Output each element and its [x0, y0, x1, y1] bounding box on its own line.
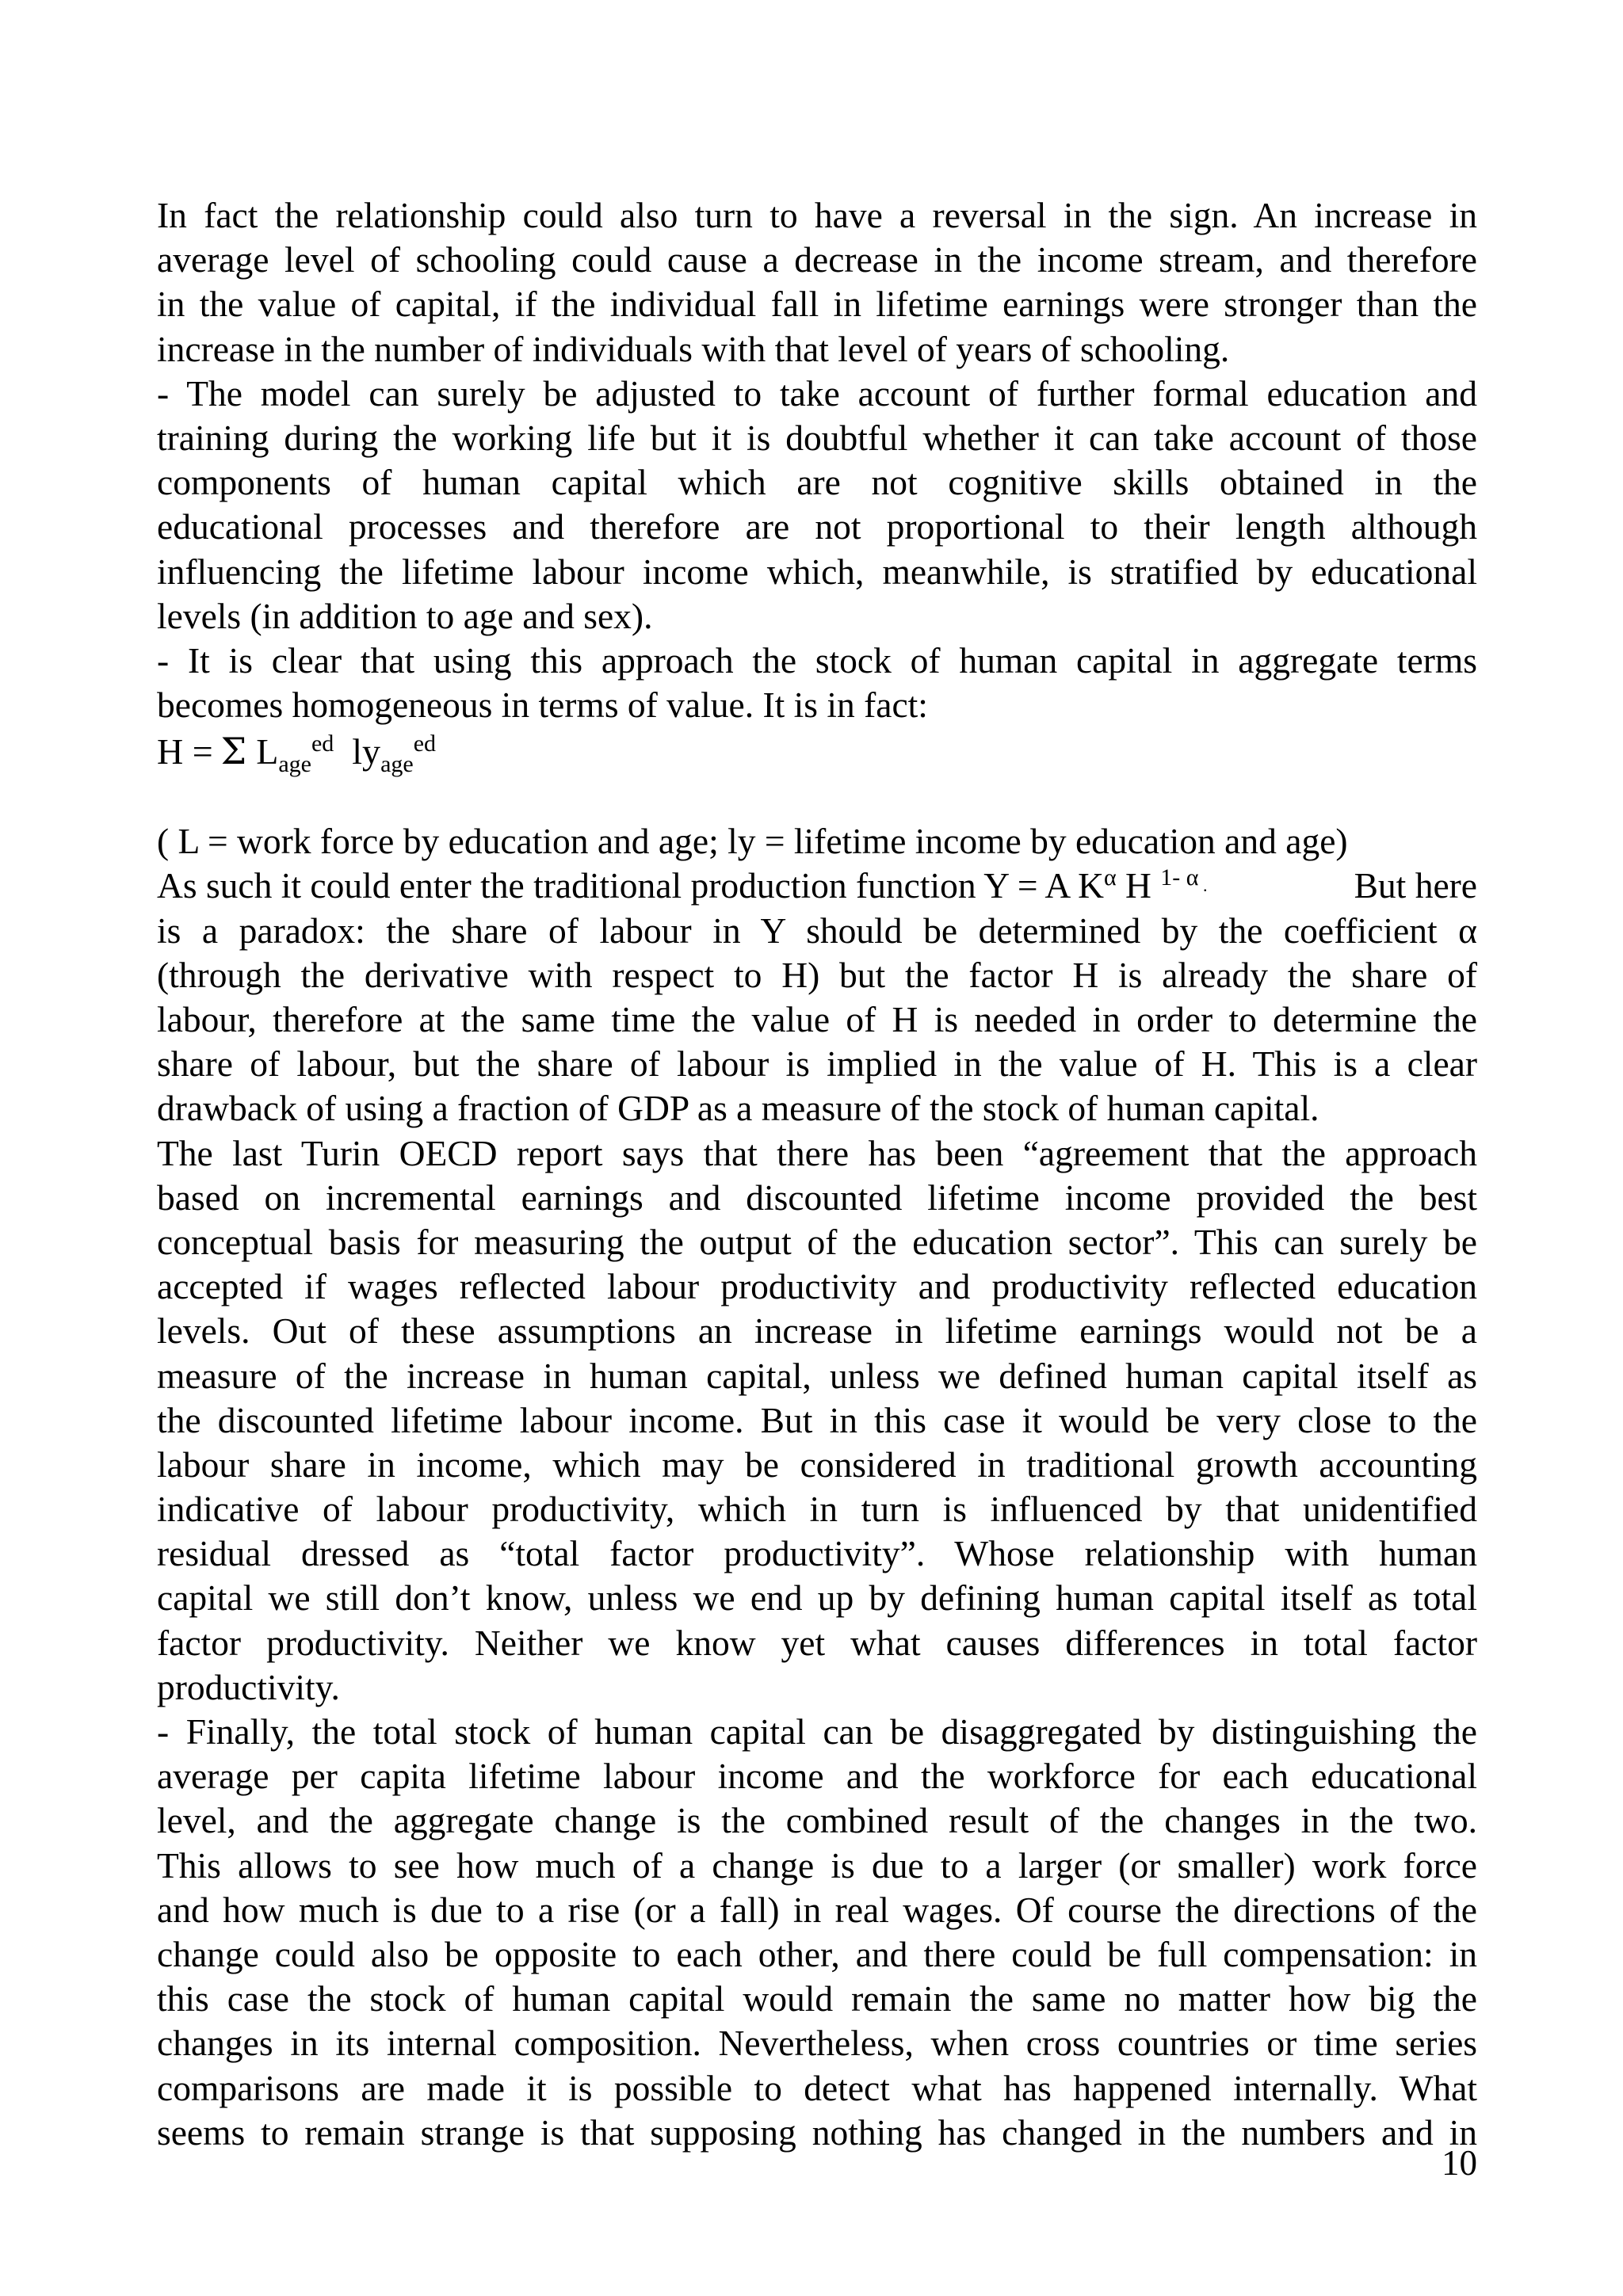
text-line: labour share in income, which may be considered in traditional growth accounting — [157, 1444, 1477, 1485]
text-line: average per capita lifetime labour income and the workforce for each educational — [157, 1756, 1477, 1797]
formula-sup-ed: ed — [311, 730, 334, 757]
text-line: levels (in addition to age and sex). — [157, 595, 653, 636]
text-line: conceptual basis for measuring the output of the education sector”. This can surely be — [157, 1221, 1477, 1262]
bullet-disaggregation — [157, 1710, 1477, 2155]
text-line: level, and the aggregate change is the combined result of the changes in the two. — [157, 1800, 1477, 1841]
paragraph-oecd-report — [157, 1131, 1477, 1710]
text-line: changes in its internal composition. Nevertheless, when cross countries or time series — [157, 2023, 1477, 2064]
page-number: 10 — [1442, 2143, 1477, 2183]
production-lead: As such it could enter the traditional production function Y = A K — [157, 865, 1104, 906]
text-line: share of labour, but the share of labour is implied in the value of H. This is a clear — [157, 1043, 1477, 1085]
text-line: In fact the relationship could also turn to have a reversal in the sign. An increase in — [157, 195, 1477, 235]
text-line: This allows to see how much of a change is due to a larger (or smaller) work force — [157, 1844, 1477, 1886]
text-line: the discounted lifetime labour income. But in this case it would be very close to the — [157, 1399, 1477, 1440]
text-line: - It is clear that using this approach the stock of human capital in aggregate terms — [157, 639, 1477, 681]
text-line: labour, therefore at the same time the value of H is needed in order to determine the — [157, 999, 1477, 1039]
bullet-further-education — [157, 372, 1477, 639]
production-h: H — [1116, 865, 1161, 906]
text-line: and how much is due to a rise (or a fall) in real wages. Of course the directions of the — [157, 1889, 1477, 1930]
text-line: becomes homogeneous in terms of value. It is in fact: — [157, 685, 928, 726]
text-line: increase in the number of individuals with that level of years of schooling. — [157, 328, 1230, 369]
text-line: - Finally, the total stock of human capital can be disaggregated by distinguishing the — [157, 1711, 1477, 1752]
text-line: - The model can surely be adjusted to take account of further formal education and — [157, 372, 1477, 414]
text-line: drawback of using a fraction of GDP as a measure of the stock of human capital. — [157, 1088, 1319, 1129]
text-line: educational processes and therefore are not proportional to their length although — [157, 506, 1477, 547]
k-exponent: α — [1103, 864, 1117, 891]
text-line — [157, 864, 1477, 908]
text-line: average level of schooling could cause a decrease in the income stream, and therefore — [157, 239, 1477, 280]
text-line: change could also be opposite to each other, and there could be full compensation: in — [157, 1933, 1477, 1974]
text-line: accepted if wages reflected labour productivity and productivity reflected education — [157, 1266, 1477, 1307]
production-dot: . — [1198, 875, 1208, 896]
formula-var-ly: ly — [352, 731, 381, 772]
text-line: comparisons are made it is possible to detect what has happened internally. What — [157, 2067, 1477, 2108]
text-line: residual dressed as “total factor productivity”. Whose relationship with human — [157, 1533, 1477, 1574]
text-line: indicative of labour productivity, which in turn is influenced by that unidentified — [157, 1489, 1477, 1530]
text-line: in the value of capital, if the individual fall in lifetime earnings were stronger than the — [157, 284, 1477, 325]
text-line: is a paradox: the share of labour in Y should be determined by the coefficient α — [157, 910, 1477, 951]
text-line: factor productivity. Neither we know yet what causes differences in total factor — [157, 1622, 1477, 1663]
text-line: this case the stock of human capital would remain the same no matter how big the — [157, 1978, 1477, 2019]
text-line: components of human capital which are not cognitive skills obtained in the — [157, 462, 1477, 503]
paragraph-reversal — [157, 193, 1477, 372]
spacer — [157, 788, 1477, 819]
text-line: seems to remain strange is that supposing nothing has changed in the numbers and in — [157, 2111, 1477, 2153]
document-body — [157, 193, 1477, 2155]
bullet-homogeneous-stock — [157, 639, 1477, 727]
sigma-symbol: Σ — [220, 730, 247, 773]
text-line: productivity. — [157, 1666, 340, 1707]
formula-lhs: H = — [157, 731, 213, 772]
formula-sub-age: age — [380, 751, 414, 778]
formula-sup-ed: ed — [413, 730, 437, 757]
text-line: based on incremental earnings and discounted lifetime income provided the best — [157, 1177, 1477, 1218]
h-exponent: 1- α — [1160, 864, 1199, 891]
text-line: The last Turin OECD report says that there has been “agreement that the approach — [157, 1132, 1477, 1173]
paragraph-production-function — [157, 864, 1477, 1131]
text-line: training during the working life but it is doubtful whether it can take account of those — [157, 417, 1477, 458]
formula-var-l: L — [256, 731, 279, 772]
text-line: influencing the lifetime labour income which, meanwhile, is stratified by educational — [157, 551, 1477, 592]
formula-legend: ( L = work force by education and age; ly = lifetime income by education and age) — [157, 821, 1348, 862]
human-capital-formula — [157, 727, 1477, 788]
text-line: measure of the increase in human capital, unless we defined human capital itself as — [157, 1355, 1477, 1396]
production-tail: But here — [1354, 865, 1477, 906]
text-line: levels. Out of these assumptions an increase in lifetime earnings would not be a — [157, 1310, 1477, 1352]
text-line: (through the derivative with respect to H) but the factor H is already the share of — [157, 954, 1477, 995]
text-line: capital we still don’t know, unless we end up by defining human capital itself as total — [157, 1577, 1477, 1619]
formula-sub-age: age — [278, 751, 311, 778]
